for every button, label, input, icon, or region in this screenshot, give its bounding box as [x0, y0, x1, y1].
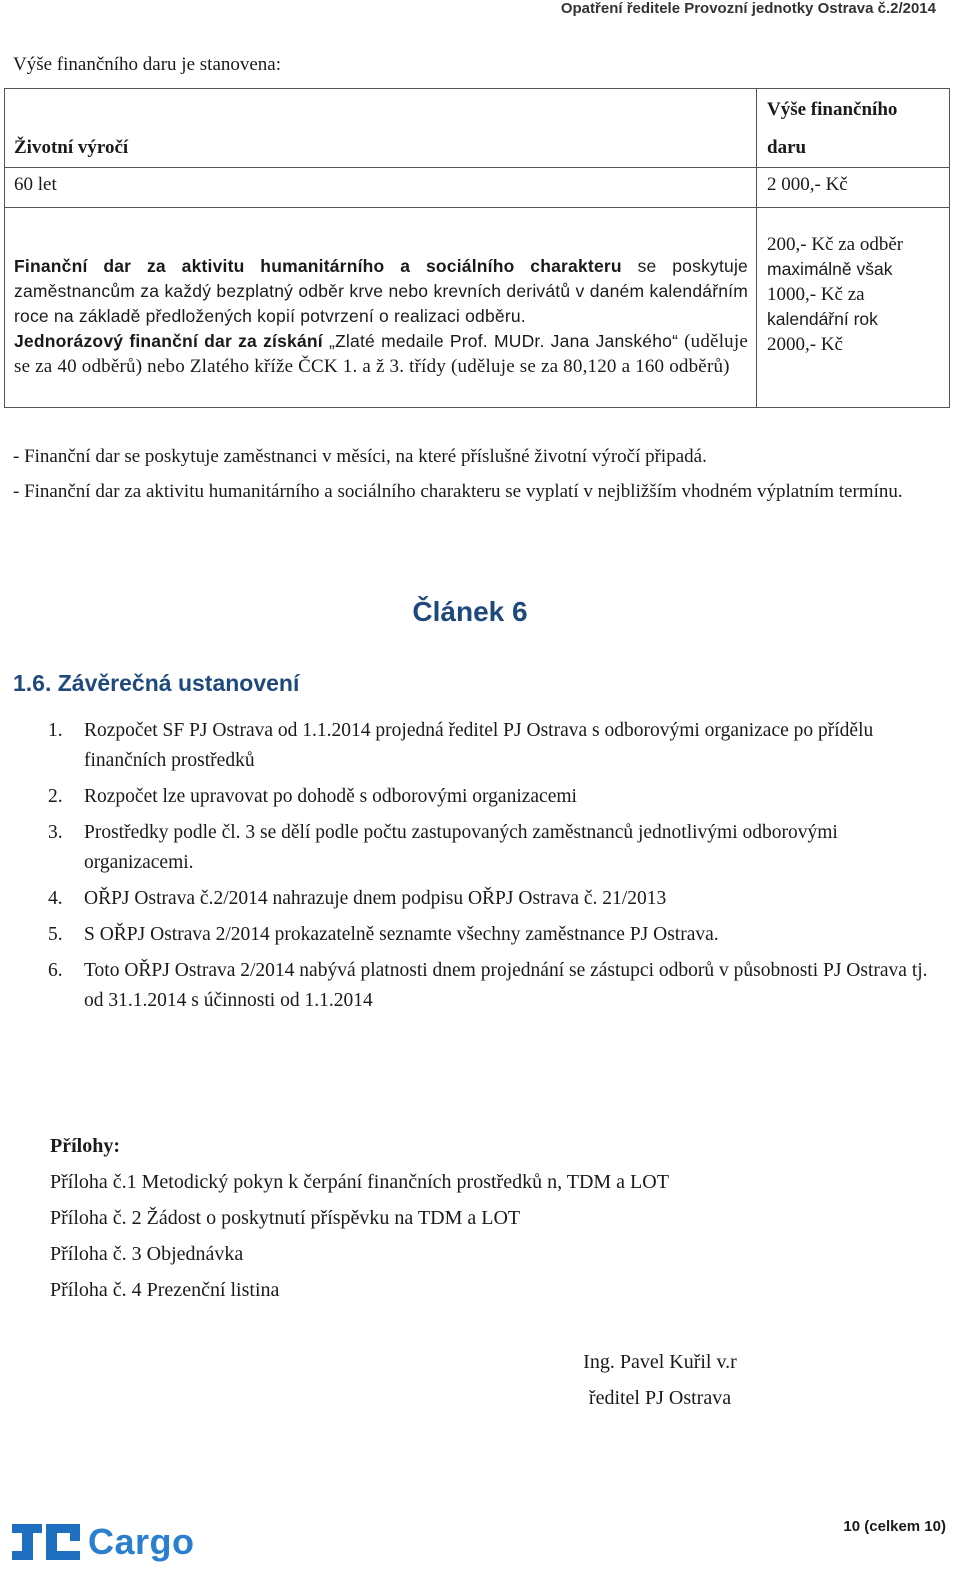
list-item — [48, 782, 938, 812]
list-item-number: 6. — [48, 960, 63, 981]
humanitarian-amounts — [757, 208, 950, 408]
amount-calendar-year: kalendářní rok — [767, 309, 878, 329]
humanitarian-rest: se poskytuje zaměstnancům za každý bezplatný odběr krve nebo krevních derivátů v daném kalendářním roce na základě předložených kopií potvrzení o realizaci odběru. — [14, 256, 748, 326]
note-paragraph: - Finanční dar za aktivitu humanitárního a sociálního charakteru se vyplatí v nejbližším vhodném výplatním termínu. — [13, 481, 903, 502]
header-gift-amount-line2: daru — [767, 137, 807, 158]
table-row — [5, 168, 950, 208]
list-item — [48, 920, 938, 950]
header-life-anniversary: Životní výročí — [5, 89, 757, 168]
table-row — [5, 208, 950, 408]
list-item — [48, 884, 938, 914]
gift-amount-table — [4, 88, 950, 408]
medal-rest: „Zlaté medaile Prof. MUDr. Jana Janského“ — [322, 331, 679, 351]
attachment-item: Příloha č. 2 Žádost o poskytnutí příspěvku na TDM a LOT — [50, 1207, 521, 1229]
header-gift-amount — [757, 89, 950, 168]
intro-text: Výše finančního daru je stanovena: — [13, 54, 282, 75]
medal-bold: Jednorázový finanční dar za získání — [14, 331, 323, 351]
list-item-number: 1. — [48, 720, 63, 741]
humanitarian-bold: Finanční dar za aktivitu humanitárního a sociálního charakteru — [14, 256, 622, 276]
amount-per-donation: 200,- Kč za odběr — [767, 234, 904, 255]
article-title: Článek 6 — [412, 596, 528, 627]
amount-max: maximálně však — [767, 259, 893, 279]
attachment-item: Příloha č. 4 Prezenční listina — [50, 1279, 280, 1301]
signature-name: Ing. Pavel Kuřil v.r — [583, 1351, 737, 1373]
list-item — [48, 956, 938, 1016]
medal-paragraph — [14, 329, 748, 379]
cd-cargo-logo-icon — [12, 1522, 80, 1562]
amount-medal: 2000,- Kč — [767, 334, 843, 355]
provisions-list — [48, 716, 938, 1022]
logo-wordmark: Cargo — [88, 1521, 195, 1562]
list-item — [48, 818, 938, 878]
list-item-text: S OŘPJ Ostrava 2/2014 prokazatelně seznamte všechny zaměstnance PJ Ostrava. — [84, 924, 719, 945]
humanitarian-paragraph — [14, 254, 748, 329]
attachment-item: Příloha č. 3 Objednávka — [50, 1243, 244, 1265]
row-60-event: 60 let — [5, 168, 757, 208]
attachments-heading: Přílohy: — [50, 1135, 120, 1157]
humanitarian-description — [5, 208, 757, 408]
page-number: 10 (celkem 10) — [843, 1518, 946, 1535]
document-header-title: Opatření ředitele Provozní jednotky Ostrava č.2/2014 — [560, 0, 936, 17]
list-item-text: Prostředky podle čl. 3 se dělí podle počtu zastupovaných zaměstnanců jednotlivými odborovými organizacemi. — [84, 822, 838, 873]
company-logo — [12, 1522, 195, 1562]
note-paragraph: - Finanční dar se poskytuje zaměstnanci v měsíci, na které příslušné životní výročí připadá. — [13, 446, 707, 467]
signature-block — [560, 1344, 760, 1416]
attachment-item: Příloha č.1 Metodický pokyn k čerpání finančních prostředků n, TDM a LOT — [50, 1171, 669, 1193]
list-item-number: 4. — [48, 888, 63, 909]
table-header-row — [5, 89, 950, 168]
list-item-number: 5. — [48, 924, 63, 945]
list-item-text: Toto OŘPJ Ostrava 2/2014 nabývá platnosti dnem projednání se zástupci odborů v působnosti PJ Ostrava tj. od 31.1.2014 s účinnosti od 1.1.2014 — [84, 960, 928, 1011]
list-item-text: Rozpočet SF PJ Ostrava od 1.1.2014 projedná ředitel PJ Ostrava s odborovými organizace po přídělu finančních prostředků — [84, 720, 874, 771]
medal-details: (uděluje se za 40 odběrů) nebo Zlatého kříže ČCK 1. a ž 3. třídy (uděluje se za 80,120 a 160 odběrů) — [14, 331, 748, 377]
signature-role: ředitel PJ Ostrava — [588, 1387, 732, 1409]
header-gift-amount-line1: Výše finančního — [767, 99, 898, 120]
row-60-amount: 2 000,- Kč — [757, 168, 950, 208]
attachments-section — [50, 1128, 669, 1308]
section-title: 1.6. Závěrečná ustanovení — [13, 670, 300, 696]
amount-yearly: 1000,- Kč za — [767, 284, 865, 305]
list-item-number: 3. — [48, 822, 63, 843]
list-item-text: OŘPJ Ostrava č.2/2014 nahrazuje dnem podpisu OŘPJ Ostrava č. 21/2013 — [84, 888, 667, 909]
list-item-number: 2. — [48, 786, 63, 807]
list-item-text: Rozpočet lze upravovat po dohodě s odborovými organizacemi — [84, 786, 577, 807]
list-item — [48, 716, 938, 776]
